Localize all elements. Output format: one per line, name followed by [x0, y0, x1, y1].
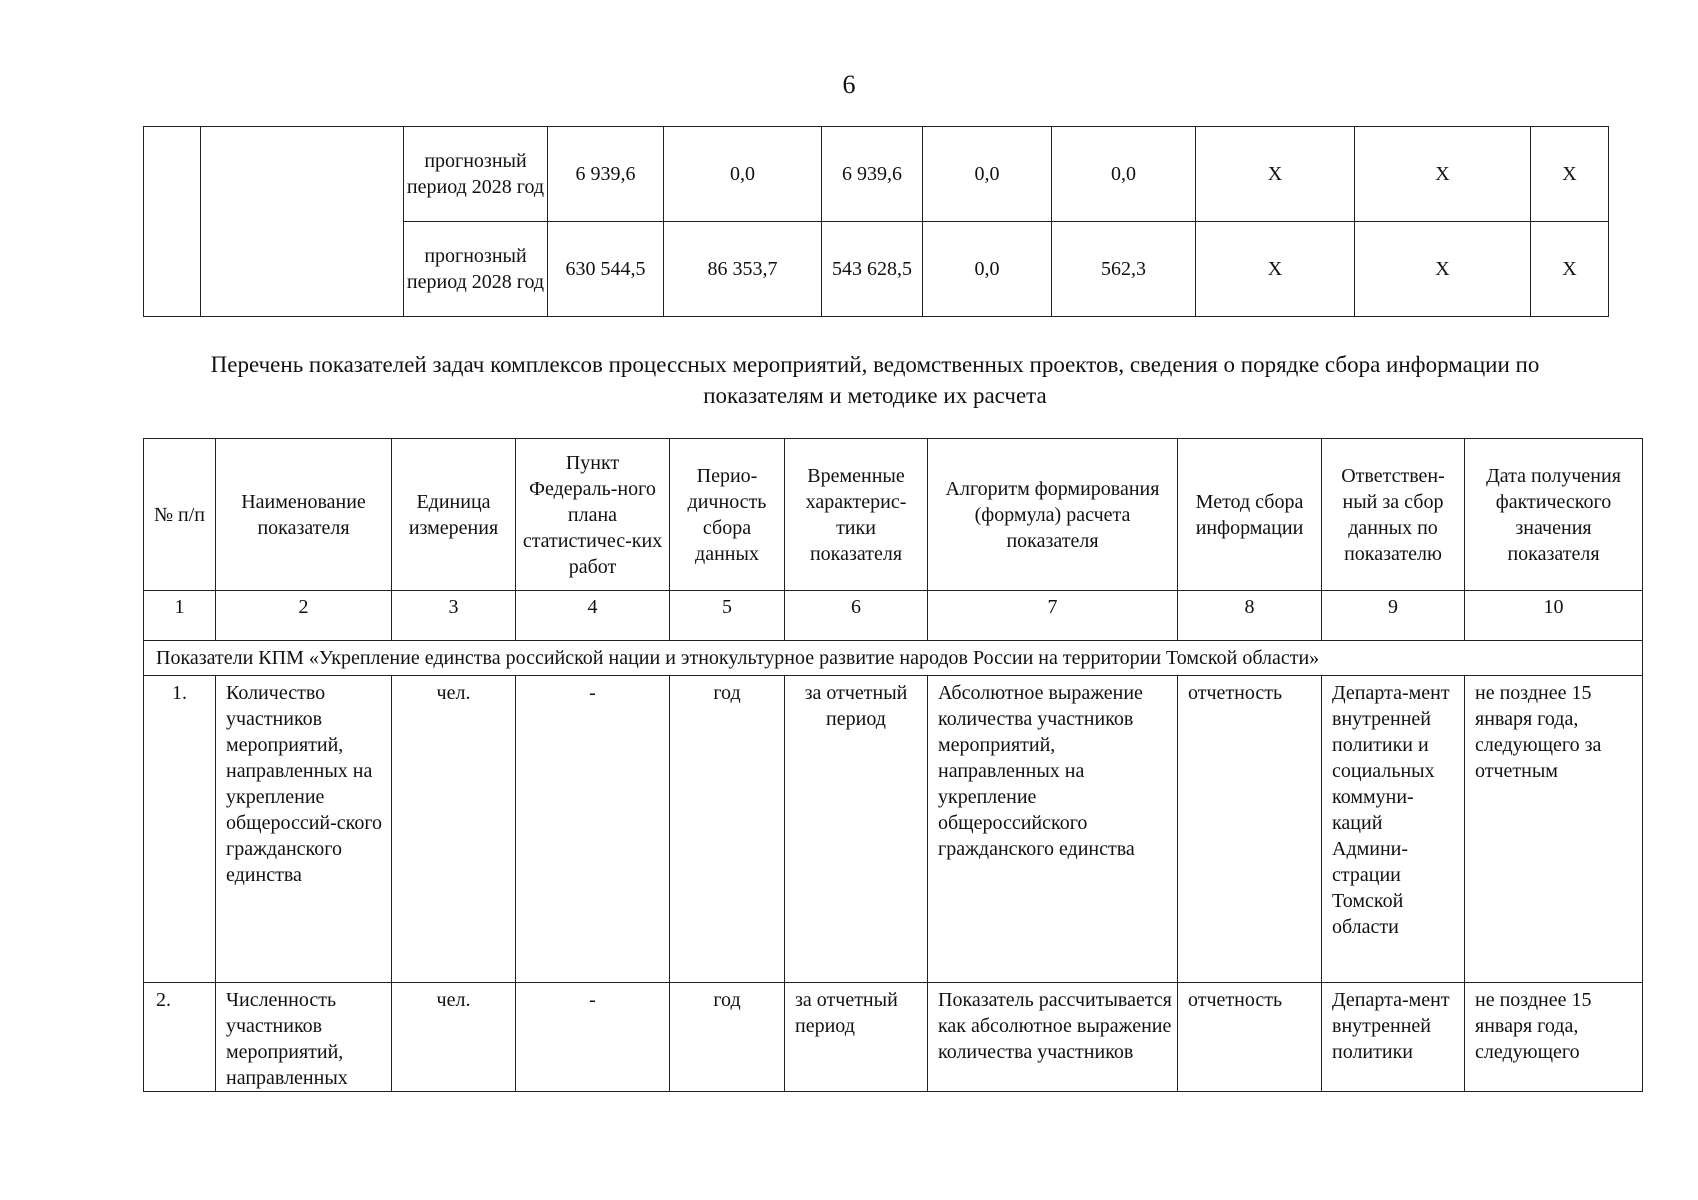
column-number: 1	[144, 591, 216, 641]
value-cell: 0,0	[923, 127, 1052, 222]
column-header: Пункт Федераль-ного плана статистичес-ких работ	[516, 439, 670, 591]
row-number: 1.	[144, 676, 216, 983]
value-cell: 0,0	[664, 127, 822, 222]
value-cell: 86 353,7	[664, 222, 822, 317]
periodicity-cell: год	[670, 676, 785, 983]
section-row	[144, 641, 1643, 676]
column-number: 6	[785, 591, 928, 641]
value-cell: 630 544,5	[548, 222, 664, 317]
page-number: 6	[842, 70, 856, 99]
algorithm-cell: Показатель рассчитывается как абсолютное выражение количества участников	[928, 983, 1178, 1092]
table-row	[144, 676, 1643, 983]
periodicity-cell: год	[670, 983, 785, 1092]
column-number: 10	[1465, 591, 1643, 641]
empty-cell	[144, 127, 201, 317]
column-number-row	[144, 591, 1643, 641]
unit-cell: чел.	[392, 676, 516, 983]
value-cell: X	[1355, 127, 1531, 222]
column-header: Временные характерис-тики показателя	[785, 439, 928, 591]
value-cell: 562,3	[1052, 222, 1196, 317]
value-cell: 0,0	[1052, 127, 1196, 222]
indicator-name: Численность участников мероприятий, направленных	[216, 983, 392, 1092]
value-cell: X	[1196, 127, 1355, 222]
time-characteristics-cell: за отчетный период	[785, 676, 928, 983]
column-number: 4	[516, 591, 670, 641]
column-number: 5	[670, 591, 785, 641]
column-number: 3	[392, 591, 516, 641]
responsible-cell: Департа-мент внутренней политики и социальных коммуни-каций Админи-страции Томской области	[1322, 676, 1465, 983]
header-row	[144, 439, 1643, 591]
column-header: Дата получения фактического значения показателя	[1465, 439, 1643, 591]
column-number: 2	[216, 591, 392, 641]
value-cell: 543 628,5	[822, 222, 923, 317]
column-header: Единица измерения	[392, 439, 516, 591]
period-cell: прогнозный период 2028 год	[404, 127, 548, 222]
date-cell: не позднее 15 января года, следующего	[1465, 983, 1643, 1092]
section-heading: Перечень показателей задач комплексов процессных мероприятий, ведомственных проектов, сведения о порядке сбора информации по показателям и методике их расчета	[210, 352, 1540, 408]
column-header: Перио-дичность сбора данных	[670, 439, 785, 591]
column-header: № п/п	[144, 439, 216, 591]
value-cell: 0,0	[923, 222, 1052, 317]
date-cell: не позднее 15 января года, следующего за отчетным	[1465, 676, 1643, 983]
column-number: 7	[928, 591, 1178, 641]
period-cell: прогнозный период 2028 год	[404, 222, 548, 317]
indicators-table	[143, 438, 1643, 1092]
algorithm-cell: Абсолютное выражение количества участников мероприятий, направленных на укрепление общероссийского гражданского единства	[928, 676, 1178, 983]
time-characteristics-cell: за отчетный период	[785, 983, 928, 1092]
column-header: Наименование показателя	[216, 439, 392, 591]
row-number: 2.	[144, 983, 216, 1092]
column-header: Ответствен-ный за сбор данных по показателю	[1322, 439, 1465, 591]
column-header: Алгоритм формирования (формула) расчета показателя	[928, 439, 1178, 591]
unit-cell: чел.	[392, 983, 516, 1092]
column-header: Метод сбора информации	[1178, 439, 1322, 591]
table-row	[144, 983, 1643, 1092]
responsible-cell: Департа-мент внутренней политики	[1322, 983, 1465, 1092]
plan-item-cell: -	[516, 676, 670, 983]
value-cell: 6 939,6	[548, 127, 664, 222]
indicator-name: Количество участников мероприятий, направленных на укрепление общероссий-ского гражданского единства	[216, 676, 392, 983]
column-number: 9	[1322, 591, 1465, 641]
value-cell: 6 939,6	[822, 127, 923, 222]
section-title: Показатели КПМ «Укрепление единства российской нации и этнокультурное развитие народов России на территории Томской области»	[144, 641, 1643, 676]
value-cell: X	[1531, 127, 1609, 222]
method-cell: отчетность	[1178, 983, 1322, 1092]
plan-item-cell: -	[516, 983, 670, 1092]
value-cell: X	[1531, 222, 1609, 317]
column-number: 8	[1178, 591, 1322, 641]
table-row	[144, 127, 1609, 222]
value-cell: X	[1196, 222, 1355, 317]
value-cell: X	[1355, 222, 1531, 317]
financing-table	[143, 126, 1609, 317]
empty-cell	[201, 127, 404, 317]
method-cell: отчетность	[1178, 676, 1322, 983]
